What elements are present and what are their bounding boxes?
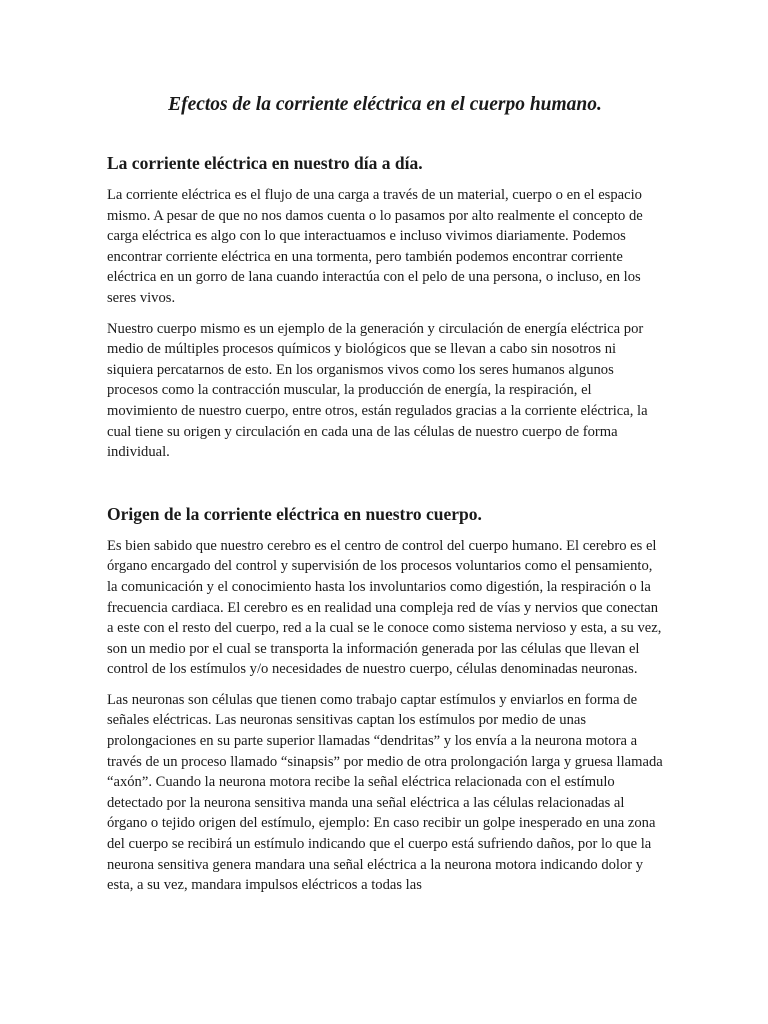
section-heading: Origen de la corriente eléctrica en nuestro cuerpo. bbox=[107, 503, 482, 524]
section-origin-current bbox=[107, 502, 663, 896]
section-daily-current bbox=[107, 151, 663, 463]
document-page bbox=[107, 0, 663, 896]
paragraph: Es bien sabido que nuestro cerebro es el centro de control del cuerpo humano. El cerebro es el órgano encargado del control y supervisión de los procesos voluntarios como el pensamiento, la comunicación y el conocimiento hasta los involuntarios como digestión, la respiración o la frecuencia cardiaca. El cerebro es en realidad una compleja red de vías y nervios que conectan a este con el resto del cuerpo, red a la cual se le conoce como sistema nervioso y esta, a su vez, son un medio por el cual se transporta la información generada por las células que llevan el control de los estímulos y/o necesidades de nuestro cuerpo, células denominadas neuronas. bbox=[107, 537, 662, 678]
paragraph: Las neuronas son células que tienen como trabajo captar estímulos y enviarlos en forma de señales eléctricas. Las neuronas sensitivas captan los estímulos por medio de unas prolongaciones en su parte superior llamadas “dendritas” y los envía a la neurona motora a través de un proceso llamado “sinapsis” por medio de otra prolongación larga y gruesa llamada “axón”. Cuando la neurona motora recibe la señal eléctrica relacionada con el estímulo detectado por la neurona sensitiva manda una señal eléctrica a las células relacionadas al órgano o tejido origen del estímulo, ejemplo: En caso recibir un golpe inesperado en una zona del cuerpo se recibirá un estímulo indicando que el cuerpo está sufriendo daños, por lo que la neurona sensitiva genera mandara una señal eléctrica a la neurona motora indicando dolor y esta, a su vez, mandara impulsos eléctricos a todas las bbox=[107, 691, 663, 894]
paragraph: Nuestro cuerpo mismo es un ejemplo de la generación y circulación de energía eléctrica por medio de múltiples procesos químicos y biológicos que se llevan a cabo sin nosotros ni siquiera percatarnos de esto. En los organismos vivos como los seres humanos algunos procesos como la contracción muscular, la producción de energía, la respiración, el movimiento de nuestro cuerpo, entre otros, están regulados gracias a la corriente eléctrica, la cual tiene su origen y circulación en cada una de las células de nuestro cuerpo de forma individual. bbox=[107, 320, 648, 461]
section-heading: La corriente eléctrica en nuestro día a día. bbox=[107, 153, 423, 173]
document-title: Efectos de la corriente eléctrica en el cuerpo humano. bbox=[168, 94, 602, 115]
paragraph: La corriente eléctrica es el flujo de una carga a través de un material, cuerpo o en el espacio mismo. A pesar de que no nos damos cuenta o lo pasamos por alto realmente el concepto de carga eléctrica es algo con lo que interactuamos e incluso vivimos diariamente. Podemos encontrar corriente eléctrica en una tormenta, pero también podemos encontrar corriente eléctrica en un gorro de lana cuando interactúa con el pelo de una persona, o incluso, en los seres vivos. bbox=[107, 187, 643, 306]
